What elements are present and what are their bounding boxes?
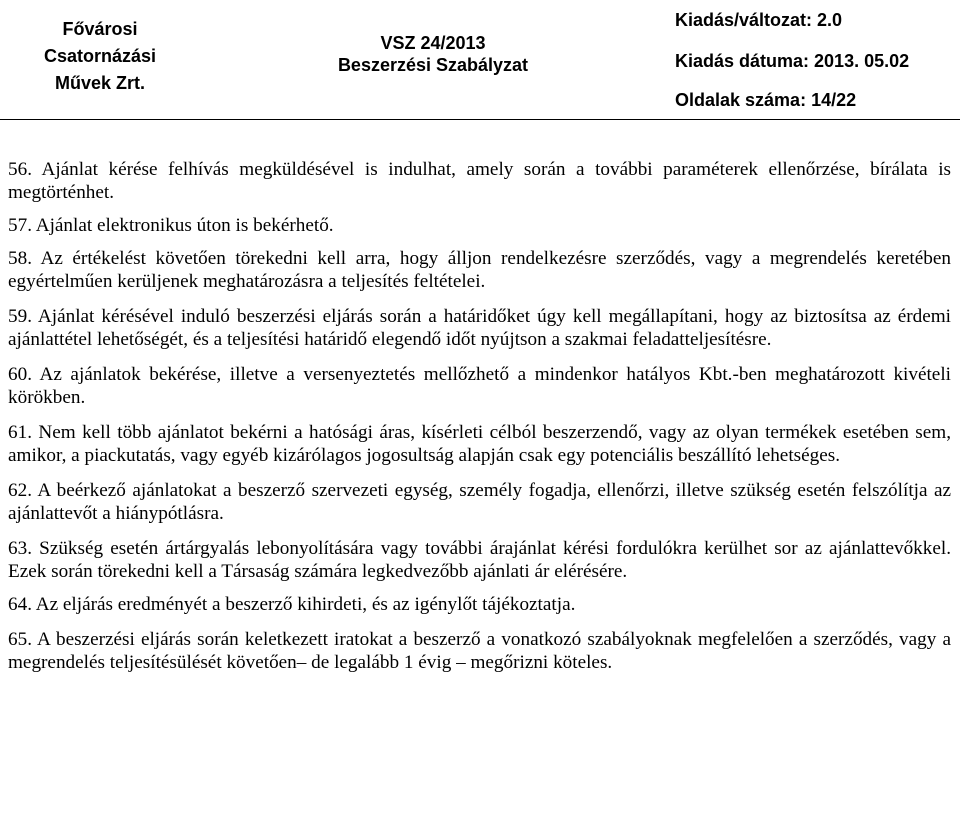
paragraph-58: 58. Az értékelést követően törekedni kell arra, hogy álljon rendelkezésre szerződés, vagy a megrendelés keretében egyértelműen kerüljenek meghatározásra a teljesítés feltételei.	[8, 248, 951, 292]
paragraph-56: 56. Ajánlat kérése felhívás megküldésével is indulhat, amely során a további paraméterek ellenőrzése, bírálata is megtörténhet.	[8, 159, 951, 203]
document-header	[0, 0, 960, 120]
paragraph-64: 64. Az eljárás eredményét a beszerző kihirdeti, és az igénylőt tájékoztatja.	[8, 594, 576, 615]
organization-name-line1: Fővárosi	[62, 19, 138, 39]
paragraph-57: 57. Ajánlat elektronikus úton is bekérhető.	[8, 215, 334, 236]
document-code: VSZ 24/2013	[380, 33, 486, 53]
header-divider	[0, 119, 960, 120]
paragraph-65: 65. A beszerzési eljárás során keletkezett iratokat a beszerző a vonatkozó szabályoknak megfelelően a szerződés, vagy a megrendelés teljesítésülését követően– de legalább 1 évig – megőrizni köteles.	[8, 629, 951, 673]
paragraph-59: 59. Ajánlat kérésével induló beszerzési eljárás során a határidőket úgy kell megállapítani, hogy az biztosítsa az érdemi ajánlattétel lehetőségét, és a teljesítési határidő elegendő időt nyújtson a szakmai feladatteljesítésre.	[8, 306, 951, 350]
paragraph-60: 60. Az ajánlatok bekérése, illetve a versenyeztetés mellőzhető a mindenkor hatályos Kbt.-ben meghatározott kivételi körökben.	[8, 364, 951, 408]
paragraph-63: 63. Szükség esetén ártárgyalás lebonyolítására vagy további árajánlat kérési fordulókra kerülhet sor az ajánlattevőkkel. Ezek során törekedni kell a Társaság számára legkedvezőbb ajánlati ár elérésére.	[8, 538, 951, 582]
edition-label: Kiadás/változat: 2.0	[675, 10, 843, 30]
document-id-block	[288, 0, 578, 116]
organization-name-line3: Művek Zrt.	[54, 73, 146, 93]
paragraph-61: 61. Nem kell több ajánlatot bekérni a hatósági áras, kísérleti célból beszerzendő, vagy az olyan termékek esetében sem, amikor, a piackutatás, vagy egyéb kizárólagos jogosultság alapján csak egy potenciális beszállító lehetséges.	[8, 422, 951, 466]
paragraph-62: 62. A beérkező ajánlatokat a beszerző szervezeti egység, személy fogadja, ellenőrzi, illetve szükség esetén felszólítja az ajánlattevőt a hiánypótlásra.	[8, 480, 951, 524]
organization-block	[0, 0, 200, 116]
organization-name-line2: Csatornázási	[43, 46, 157, 66]
document-meta-block	[671, 0, 960, 116]
page-count-label: Oldalak száma: 14/22	[675, 90, 857, 110]
document-title: Beszerzési Szabályzat	[337, 55, 529, 75]
document-body	[8, 158, 951, 674]
issue-date-label: Kiadás dátuma: 2013. 05.02	[675, 51, 910, 71]
